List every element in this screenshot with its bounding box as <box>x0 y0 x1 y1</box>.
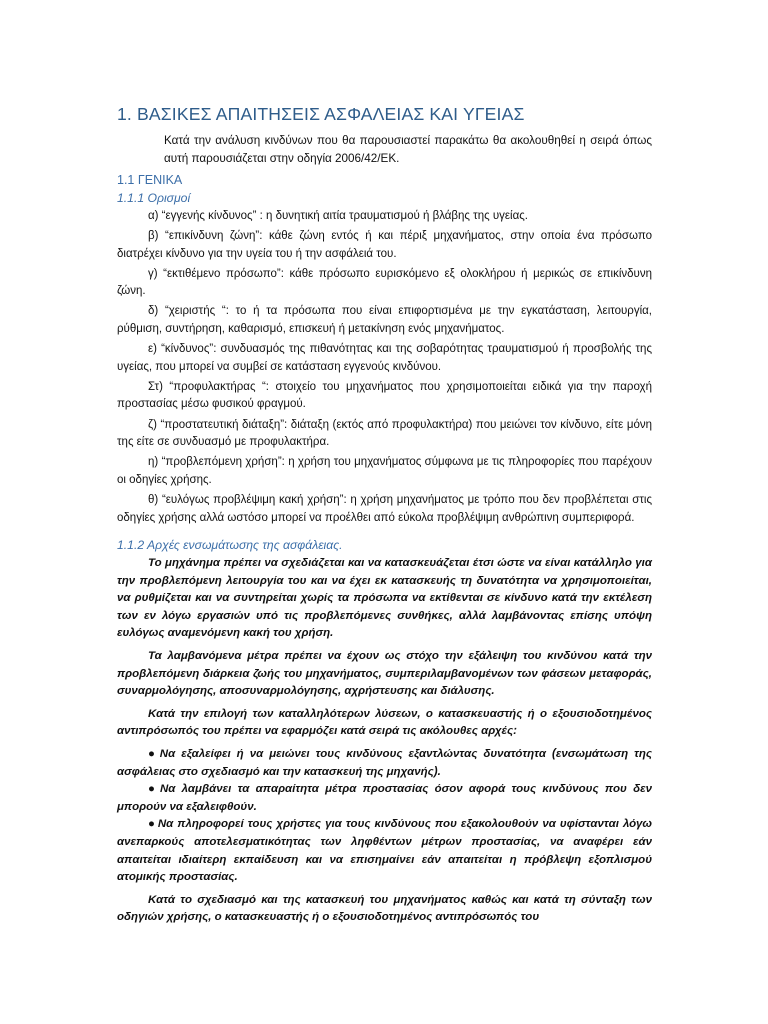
bullet-text: Να πληροφορεί τους χρήστες για τους κινδύνους που εξακολουθούν να υφίστανται λόγω ανεπαρκούς αποτελεσματικότητας των ληφθέντων μέτρων προστασίας, να αναφέρει εάν απαιτείται ιδιαίτερη εκπαίδευση και να επισημαίνει εάν απαιτείται η πρόβλεψη εξοπλισμού ατομικής προστασίας. <box>117 818 652 884</box>
principle-paragraph: Κατά την επιλογή των καταλληλότερων λύσεων, ο κατασκευαστής ή ο εξουσιοδοτημένος αντιπρόσωπός του πρέπει να εφαρμόζει κατά σειρά τις ακόλουθες αρχές: <box>117 707 652 738</box>
definition-e: ε) “κίνδυνος”: συνδυασμός της πιθανότητας και της σοβαρότητας τραυματισμού ή προσβολής της υγείας, που μπορεί να συμβεί σε κατάσταση εγγενούς κινδύνου. <box>117 343 652 373</box>
bullet-text: Να εξαλείφει ή να μειώνει τους κινδύνους εξαντλώντας δυνατότητα (ενσωμάτωση της ασφάλειας στο σχεδιασμό και την κατασκευή της μηχανής). <box>117 748 652 778</box>
bullet-item <box>117 781 652 816</box>
closing-paragraph: Κατά το σχεδιασμό και της κατασκευή του μηχανήματος καθώς και κατά τη σύνταξη των οδηγιών χρήσης, ο κατασκευαστής ή ο εξουσιοδοτημένος αντιπρόσωπός του <box>117 893 652 924</box>
bullet-icon: ● <box>148 783 158 796</box>
definition-a: α) “εγγενής κίνδυνος” : η δυνητική αιτία τραυματισμού ή βλάβης της υγείας. <box>148 210 528 222</box>
subsection-heading-1-1-1: 1.1.1 Ορισμοί <box>117 191 191 205</box>
bullet-item <box>117 816 652 886</box>
definition-st: Στ) “προφυλακτήρας “: στοιχείο του μηχανήματος που χρησιμοποιείται ειδικά για την παροχή προστασίας μέσω φυσικού φραγμού. <box>117 380 652 411</box>
definition-h: η) “προβλεπόμενη χρήση”: η χρήση του μηχανήματος σύμφωνα με τις πληροφορίες που παρέχουν οι οδηγίες χρήσης. <box>117 456 652 486</box>
definition-b: β) “επικίνδυνη ζώνη”: κάθε ζώνη εντός ή και πέριξ μηχανήματος, στην οποία ένα πρόσωπο διατρέχει κίνδυνο για την υγεία του ή την ασφάλειά του. <box>117 230 652 260</box>
section-heading-1-1: 1.1 ΓΕΝΙΚΑ <box>117 173 183 187</box>
bullet-item <box>117 746 652 781</box>
document-body <box>117 102 652 932</box>
definition-z: ζ) “προστατευτική διάταξη”: διάταξη (εκτός από προφυλακτήρα) που μειώνει τον κίνδυνο, είτε μόνη της είτε σε συνδυασμό με προφυλακτήρα. <box>117 418 652 449</box>
principle-paragraph: Τα λαμβανόμενα μέτρα πρέπει να έχουν ως στόχο την εξάλειψη του κινδύνου κατά την προβλεπόμενη διάρκεια ζωής του μηχανήματος, συμπεριλαμβανομένων των φάσεων μεταφοράς, συναρμολόγησης, αποσυναρμολόγησης, αχρήστευσης και διάλυσης. <box>117 650 652 698</box>
principle-paragraph: Το μηχάνημα πρέπει να σχεδιάζεται και να κατασκευάζεται έτσι ώστε να είναι κατάλληλο για την προβλεπόμενη λειτουργία του και να έχει εκ κατασκευής τη δυνατότητα να χρησιμοποιείται, να ρυθμίζεται και να συντηρείται χωρίς τα πρόσωπα να εκτίθενται σε κίνδυνο κατά την εκτέλεση των εν λόγω εργασιών υπό τις προβλεπόμενες συνθήκες, αλλά λαμβάνοντας επίσης υπόψη ευλόγως αναμενόμενη κακή του χρήση. <box>117 557 652 640</box>
intro-paragraph: Κατά την ανάλυση κινδύνων που θα παρουσιαστεί παρακάτω θα ακολουθηθεί η σειρά όπως αυτή παρουσιάζεται στην οδηγία 2006/42/ΕΚ. <box>164 134 652 165</box>
definition-c: γ) “εκτιθέμενο πρόσωπο”: κάθε πρόσωπο ευρισκόμενο εξ ολοκλήρου ή μερικώς σε επικίνδυνη ζώνη. <box>117 267 652 298</box>
heading-1: 1. ΒΑΣΙΚΕΣ ΑΠΑΙΤΗΣΕΙΣ ΑΣΦΑΛΕΙΑΣ ΚΑΙ ΥΓΕΙΑΣ <box>117 104 525 124</box>
subsection-heading-1-1-2: 1.1.2 Αρχές ενσωμάτωσης της ασφάλειας. <box>117 538 343 553</box>
definition-th: θ) “ευλόγως προβλέψιμη κακή χρήση”: η χρήση μηχανήματος με τρόπο που δεν προβλέπεται στις οδηγίες χρήσης αλλά ωστόσο μπορεί να προέλθει από εύκολα προβλέψιμη ανθρώπινη συμπεριφορά. <box>117 493 652 524</box>
definition-d: δ) “χειριστής “: το ή τα πρόσωπα που είναι επιφορτισμένα με την εγκατάσταση, λειτουργία, ρύθμιση, συντήρηση, καθαρισμό, επισκευή ή μετακίνηση ενός μηχανήματος. <box>117 305 652 336</box>
bullet-icon: ● <box>148 818 156 831</box>
bullet-text: Να λαμβάνει τα απαραίτητα μέτρα προστασίας όσον αφορά τους κινδύνους που δεν μπορούν να εξαλειφθούν. <box>117 783 652 813</box>
bullet-icon: ● <box>148 748 158 761</box>
